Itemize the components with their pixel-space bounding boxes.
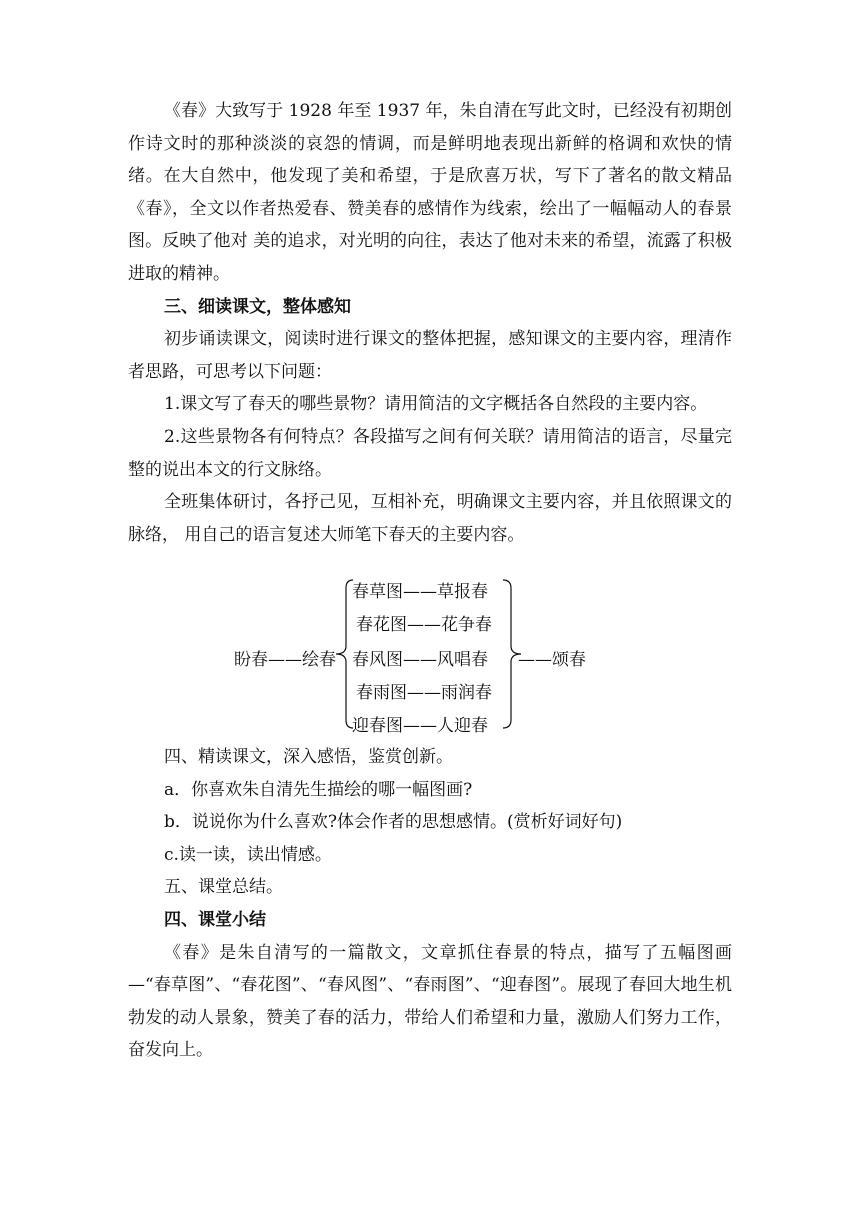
diagram-item: 春雨图——雨润春 [356, 683, 492, 703]
diagram-item: 春风图——风唱春 [352, 650, 488, 670]
question-1: 1.课文写了春天的哪些景物？请用简洁的文字概括各自然段的主要内容。 [164, 394, 708, 415]
diagram-item: 春草图——草报春 [352, 582, 488, 602]
diagram-item: 春花图——花争春 [356, 615, 492, 635]
diagram-left-label: 盼春——绘春 [234, 650, 336, 670]
section4-line: a．你喜欢朱自清先生描绘的哪一幅图画? [164, 779, 473, 800]
section3-heading: 三、细读课文，整体感知 [164, 296, 351, 317]
summary-paragraph: 《春》是朱自清写的一篇散文，文章抓住春景的特点，描写了五幅图画—“春草图”、“春花图”、“春风图”、“春雨图”、“迎春图”。展现了春回大地生机勃发的动人景象，赞美了春的活力，带给人们希望和力量，激励人们努力工作，奋发向上。 [128, 942, 732, 1061]
section4-line: 五、课堂总结。 [164, 877, 283, 898]
summary-heading: 四、课堂小结 [164, 909, 266, 930]
left-brace [336, 580, 353, 728]
discussion-paragraph: 全班集体研讨，各抒己见，互相补充，明确课文主要内容，并且依照课文的脉络， 用自己的语言复述大师笔下春天的主要内容。 [128, 492, 732, 545]
section4-line: 四、精读课文，深入感悟，鉴赏创新。 [164, 747, 453, 767]
section4-line: b．说说你为什么喜欢?体会作者的思想感情。(赏析好词好句) [164, 812, 623, 833]
lower-text-block [128, 741, 732, 1067]
question-2: 2.这些景物各有何特点？各段描写之间有何关联？请用简洁的语言，尽量完整的说出本文的行文脉络。 [128, 426, 732, 480]
upper-text-block [128, 95, 732, 551]
diagram-item: 迎春图——人迎春 [352, 716, 488, 736]
structure-diagram [0, 574, 860, 736]
section3-paragraph: 初步诵读课文，阅读时进行课文的整体把握，感知课文的主要内容，理清作者思路，可思考以下问题： [128, 329, 732, 382]
section4-line: c.读一读，读出情感。 [164, 844, 332, 865]
diagram-right-label: ——颂春 [518, 650, 586, 670]
intro-paragraph: 《春》大致写于 1928 年至 1937 年，朱自清在写此文时，已经没有初期创作诗文时的那种淡淡的哀怨的情调，而是鲜明地表现出新鲜的格调和欢快的情绪。在大自然中，他发现了美和希望，于是欣喜万状，写下了著名的散文精品《春》，全文以作者热爱春、赞美春的感情作为线索，绘出了一幅幅动人的春景图。反映了他对 美的追求，对光明的向往，表达了他对未来的希望，流露了积极进取的精神。 [128, 101, 732, 284]
